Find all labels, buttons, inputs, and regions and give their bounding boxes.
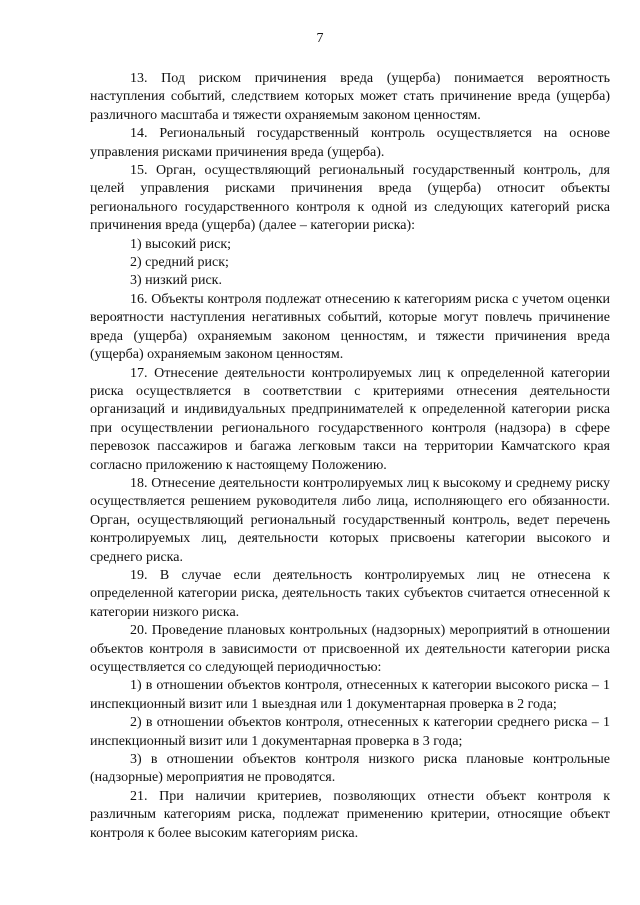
paragraph-16: 16. Объекты контроля подлежат отнесению к категориям риска с учетом оценки вероятности наступления негативных событий, которые могут повлечь причинение вреда (ущерба) охраняемым законом ценностям, и тяжести причинения вреда (ущерба) охраняемым законом ценностям. (90, 291, 610, 363)
document-body (90, 70, 610, 843)
paragraph-14: 14. Региональный государственный контроль осуществляется на основе управления рисками причинения вреда (ущерба). (90, 126, 610, 160)
paragraph-18: 18. Отнесение деятельности контролируемых лиц к высокому и среднему риску осуществляется решением руководителя либо лица, исполняющего его обязанности. Орган, осуществляющий региональный государственный контроль, ведет перечень контролируемых лиц, деятельности которых присвоены категории высокого и среднего риска. (90, 475, 610, 565)
paragraph-19: 19. В случае если деятельность контролируемых лиц не отнесена к определенной категории риска, деятельность таких субъектов считается отнесенной к категории низкого риска. (90, 567, 610, 620)
paragraph-17: 17. Отнесение деятельности контролируемых лиц к определенной категории риска осуществляется в соответствии с критериями отнесения деятельности организаций и индивидуальных предпринимателей к определенной категории риска при осуществлении регионального государственного контроля (надзора) в сфере перевозок пассажиров и багажа легковым такси на территории Камчатского края согласно приложению к настоящему Положению. (90, 365, 610, 473)
paragraph-15: 15. Орган, осуществляющий региональный государственный контроль, для целей управления рисками причинения вреда (ущерба) относит объекты регионального государственного контроля к одной из следующих категорий риска причинения вреда (ущерба) (далее – категории риска): (90, 163, 610, 234)
paragraph-21: 21. При наличии критериев, позволяющих отнести объект контроля к различным категориям риска, подлежат применению критерии, относящие объект контроля к более высоким категориям риска. (90, 788, 610, 841)
paragraph-13: 13. Под риском причинения вреда (ущерба) понимается вероятность наступления событий, следствием которых может стать причинение вреда (ущерба) различного масштаба и тяжести охраняемым законом ценностям. (90, 71, 610, 123)
list-item-medium-risk: 2) средний риск; (130, 255, 229, 271)
list-item-frequency-low: 3) в отношении объектов контроля низкого риска плановые контрольные (надзорные) мероприятия не проводятся. (90, 752, 610, 786)
list-item-low-risk: 3) низкий риск. (130, 273, 222, 289)
page-number: 7 (316, 31, 324, 46)
paragraph-20: 20. Проведение плановых контрольных (надзорных) мероприятий в отношении объектов контроля в зависимости от присвоенной их деятельности категории риска осуществляется со следующей периодичностью: (90, 623, 610, 675)
list-item-high-risk: 1) высокий риск; (130, 236, 232, 252)
list-item-frequency-medium: 2) в отношении объектов контроля, отнесенных к категории среднего риска – 1 инспекционный визит или 1 документарная проверка в 3 года; (90, 715, 610, 749)
list-item-frequency-high: 1) в отношении объектов контроля, отнесенных к категории высокого риска – 1 инспекционный визит или 1 выездная или 1 документарная проверка в 2 года; (90, 678, 610, 712)
